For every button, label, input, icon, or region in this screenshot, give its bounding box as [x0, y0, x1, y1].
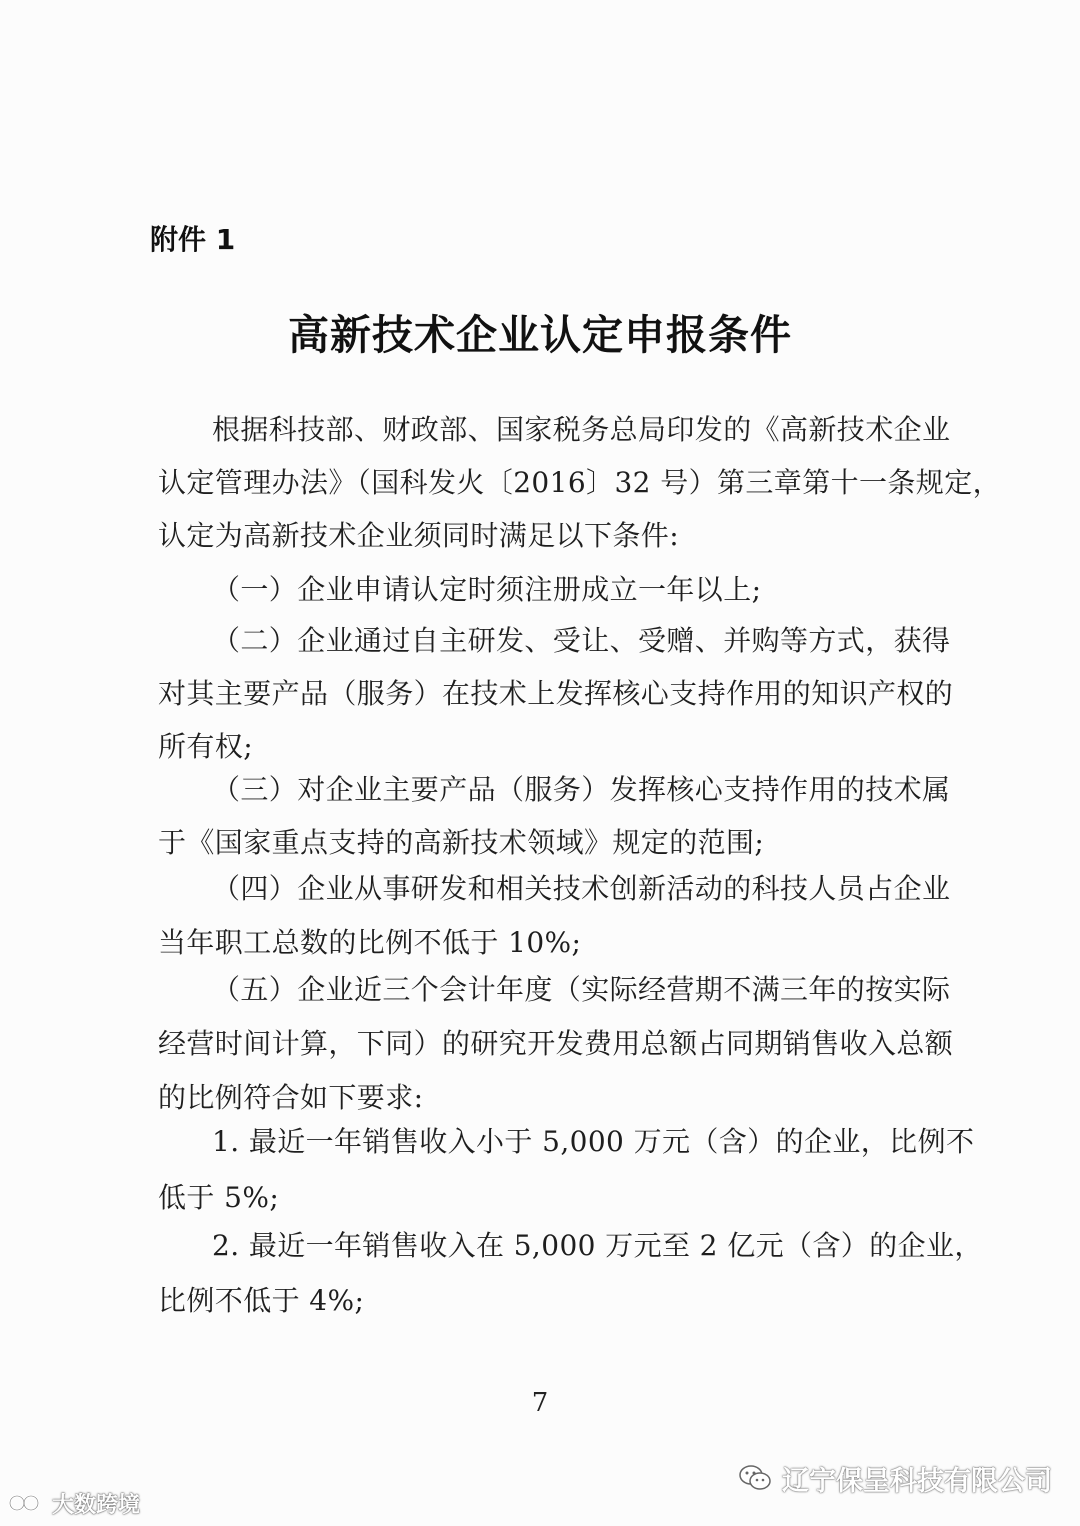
platform-watermark-text: 大数跨境	[52, 1492, 141, 1518]
body-line: 认定为高新技术企业须同时满足以下条件:	[158, 519, 680, 552]
wechat-watermark	[738, 1460, 1052, 1496]
logo-icon	[6, 1490, 46, 1516]
body-line: （一）企业申请认定时须注册成立一年以上;	[212, 573, 762, 606]
body-line: 认定管理办法》（国科发火〔2016〕32 号）第三章第十一条规定，	[158, 466, 1001, 499]
body-line: 经营时间计算，下同）的研究开发费用总额占同期销售收入总额	[158, 1027, 954, 1060]
body-line: 比例不低于 4%;	[158, 1284, 365, 1317]
wechat-icon	[738, 1463, 772, 1493]
platform-watermark	[6, 1488, 140, 1518]
body-line: 1. 最近一年销售收入小于 5,000 万元（含）的企业，比例不	[212, 1125, 975, 1158]
body-line: （四）企业从事研发和相关技术创新活动的科技人员占企业	[212, 872, 951, 905]
wechat-watermark-text: 辽宁保呈科技有限公司	[782, 1465, 1052, 1497]
body-line: 根据科技部、财政部、国家税务总局印发的《高新技术企业	[212, 413, 951, 446]
document-title: 高新技术企业认定申报条件	[288, 311, 792, 359]
body-line: 于《国家重点支持的高新技术领域》规定的范围;	[158, 826, 765, 859]
body-line: （三）对企业主要产品（服务）发挥核心支持作用的技术属	[212, 773, 951, 806]
body-line: （二）企业通过自主研发、受让、受赠、并购等方式，获得	[212, 624, 951, 657]
body-line: 2. 最近一年销售收入在 5,000 万元至 2 亿元（含）的企业，	[212, 1229, 983, 1262]
body-line: 低于 5%;	[158, 1181, 280, 1214]
body-line: （五）企业近三个会计年度（实际经营期不满三年的按实际	[212, 973, 951, 1006]
attachment-label: 附件 1	[150, 223, 236, 256]
page-number: 7	[531, 1388, 549, 1418]
body-line: 对其主要产品（服务）在技术上发挥核心支持作用的知识产权的	[158, 677, 954, 710]
body-line: 的比例符合如下要求:	[158, 1081, 424, 1114]
body-line: 当年职工总数的比例不低于 10%;	[158, 926, 582, 959]
body-line: 所有权;	[158, 730, 254, 763]
